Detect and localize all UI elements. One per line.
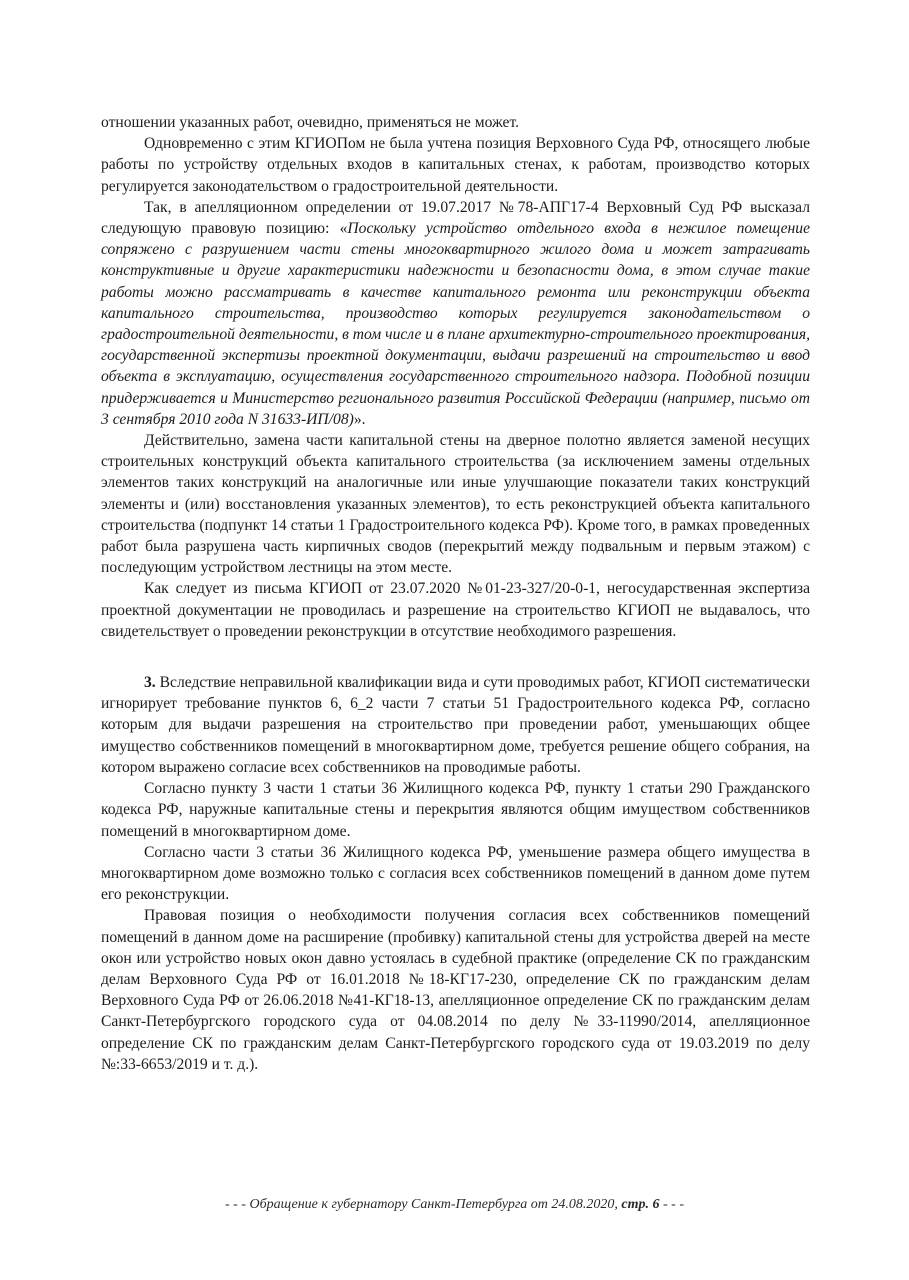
- paragraph-supreme-court-position: Одновременно с этим КГИОПом не была учтена позиция Верховного Суда РФ, относящего любые работы по устройству отдельных входов в капитальных стенах, к работам, производство которых регулируется законодательством о градостроительной деятельности.: [101, 135, 810, 195]
- footer-suffix: - - -: [659, 1197, 685, 1212]
- footer-page-number: стр. 6: [621, 1197, 660, 1212]
- footer-prefix: - - - Обращение к губернатору Санкт-Петербурга от 24.08.2020,: [224, 1197, 622, 1212]
- paragraph-kgiop-letter: Как следует из письма КГИОП от 23.07.2020 №01-23-327/20-0-1, негосударственная экспертиза проектной документации не проводилась и разрешение на строительство КГИОП не выдавалось, что свидетельствует о проведении реконструкции в отсутствие необходимого разрешения.: [101, 580, 810, 640]
- paragraph-housing-code-2: Согласно части 3 статьи 36 Жилищного кодекса РФ, уменьшение размера общего имущества в многоквартирном доме возможно только с согласия всех собственников помещений в данном доме путем его реконструкции.: [101, 843, 810, 904]
- paragraph-continuation: отношении указанных работ, очевидно, применяться не может.: [101, 114, 520, 131]
- appeal-ruling-close: ».: [353, 410, 366, 428]
- appeal-ruling-quote: Поскольку устройство отдельного входа в нежилое помещение сопряжено с разрушением части стены многоквартирного жилого дома и может затрагивать конструктивные и другие характеристики надежности и безопасности дома, в этом случае такие работы можно рассматривать в качестве капитального ремонта или реконструкции объекта капитального строительства, производство которых регулируется законодательством о градостроительной деятельности, в том числе и в плане архитектурно-строительного проектирования, государственной экспертизы проектной документации, выдачи разрешений на строительство и ввод объекта в эксплуатацию, осуществления государственного строительного надзора. Подобной позиции придерживается и Министерство регионального развития Российской Федерации (например, письмо от 3 сентября 2010 года N 31633-ИП/08): [101, 220, 810, 428]
- section-number: 3.: [144, 674, 156, 692]
- paragraph-housing-code-1: Согласно пункту 3 части 1 статьи 36 Жилищного кодекса РФ, пункту 1 статьи 290 Гражданского кодекса РФ, наружные капитальные стены и перекрытия являются общим имуществом собственников помещений в многоквартирном доме.: [101, 780, 810, 840]
- document-page: [101, 112, 810, 1075]
- paragraph-appeal-ruling: [101, 197, 810, 430]
- appeal-ruling-intro: Так, в апелляционном определении от 19.07.2017 №78-АПГ17-4 Верховный Суд РФ высказал следующую правовую позицию: «: [101, 198, 810, 238]
- paragraph-wall-replacement: Действительно, замена части капитальной стены на дверное полотно является заменой несущих строительных конструкций объекта капитального строительства (за исключением замены отдельных элементов таких конструкций на аналогичные или иные улучшающие показатели таких конструкций элементы и (или) восстановления указанных элементов), то есть реконструкцией объекта капитального строительства (подпункт 14 статьи 1 Градостроительного кодекса РФ). Кроме того, в рамках проведенных работ была разрушена часть кирпичных сводов (перекрытий между подвальным и первым этажом) с последующим устройством лестницы на этом месте.: [101, 432, 810, 577]
- page-footer: [0, 1197, 909, 1213]
- paragraph-legal-position: Правовая позиция о необходимости получения согласия всех собственников помещений помещений в данном доме на расширение (пробивку) капитальной стены для устройства дверей на месте окон или устройство новых окон давно устоялась в судебной практике (определение СК по гражданским делам Верховного Суда РФ от 16.01.2018 №18-КГ17-230, определение СК по гражданским делам Верховного Суда РФ от 26.06.2018 №41-КГ18-13, апелляционное определение СК по гражданским делам Санкт-Петербургского городского суда от 04.08.2014 по делу №33-11990/2014, апелляционное определение СК по гражданским делам Санкт-Петербургского городского суда от 19.03.2019 по делу №:33-6653/2019 и т. д.).: [101, 907, 810, 1073]
- paragraph-section-3: [101, 672, 810, 778]
- section-3-text: Вследствие неправильной квалификации вида и сути проводимых работ, КГИОП систематически игнорирует требование пунктов 6, 6_2 части 7 статьи 51 Градостроительного кодекса РФ, согласно которым для выдачи разрешения на строительство при проведении работ, уменьшающих общее имущество собственников помещений в многоквартирном доме, требуется решение общего собрания, на котором выражено согласие всех собственников на проводимые работы.: [101, 674, 810, 776]
- section-gap: [101, 642, 810, 672]
